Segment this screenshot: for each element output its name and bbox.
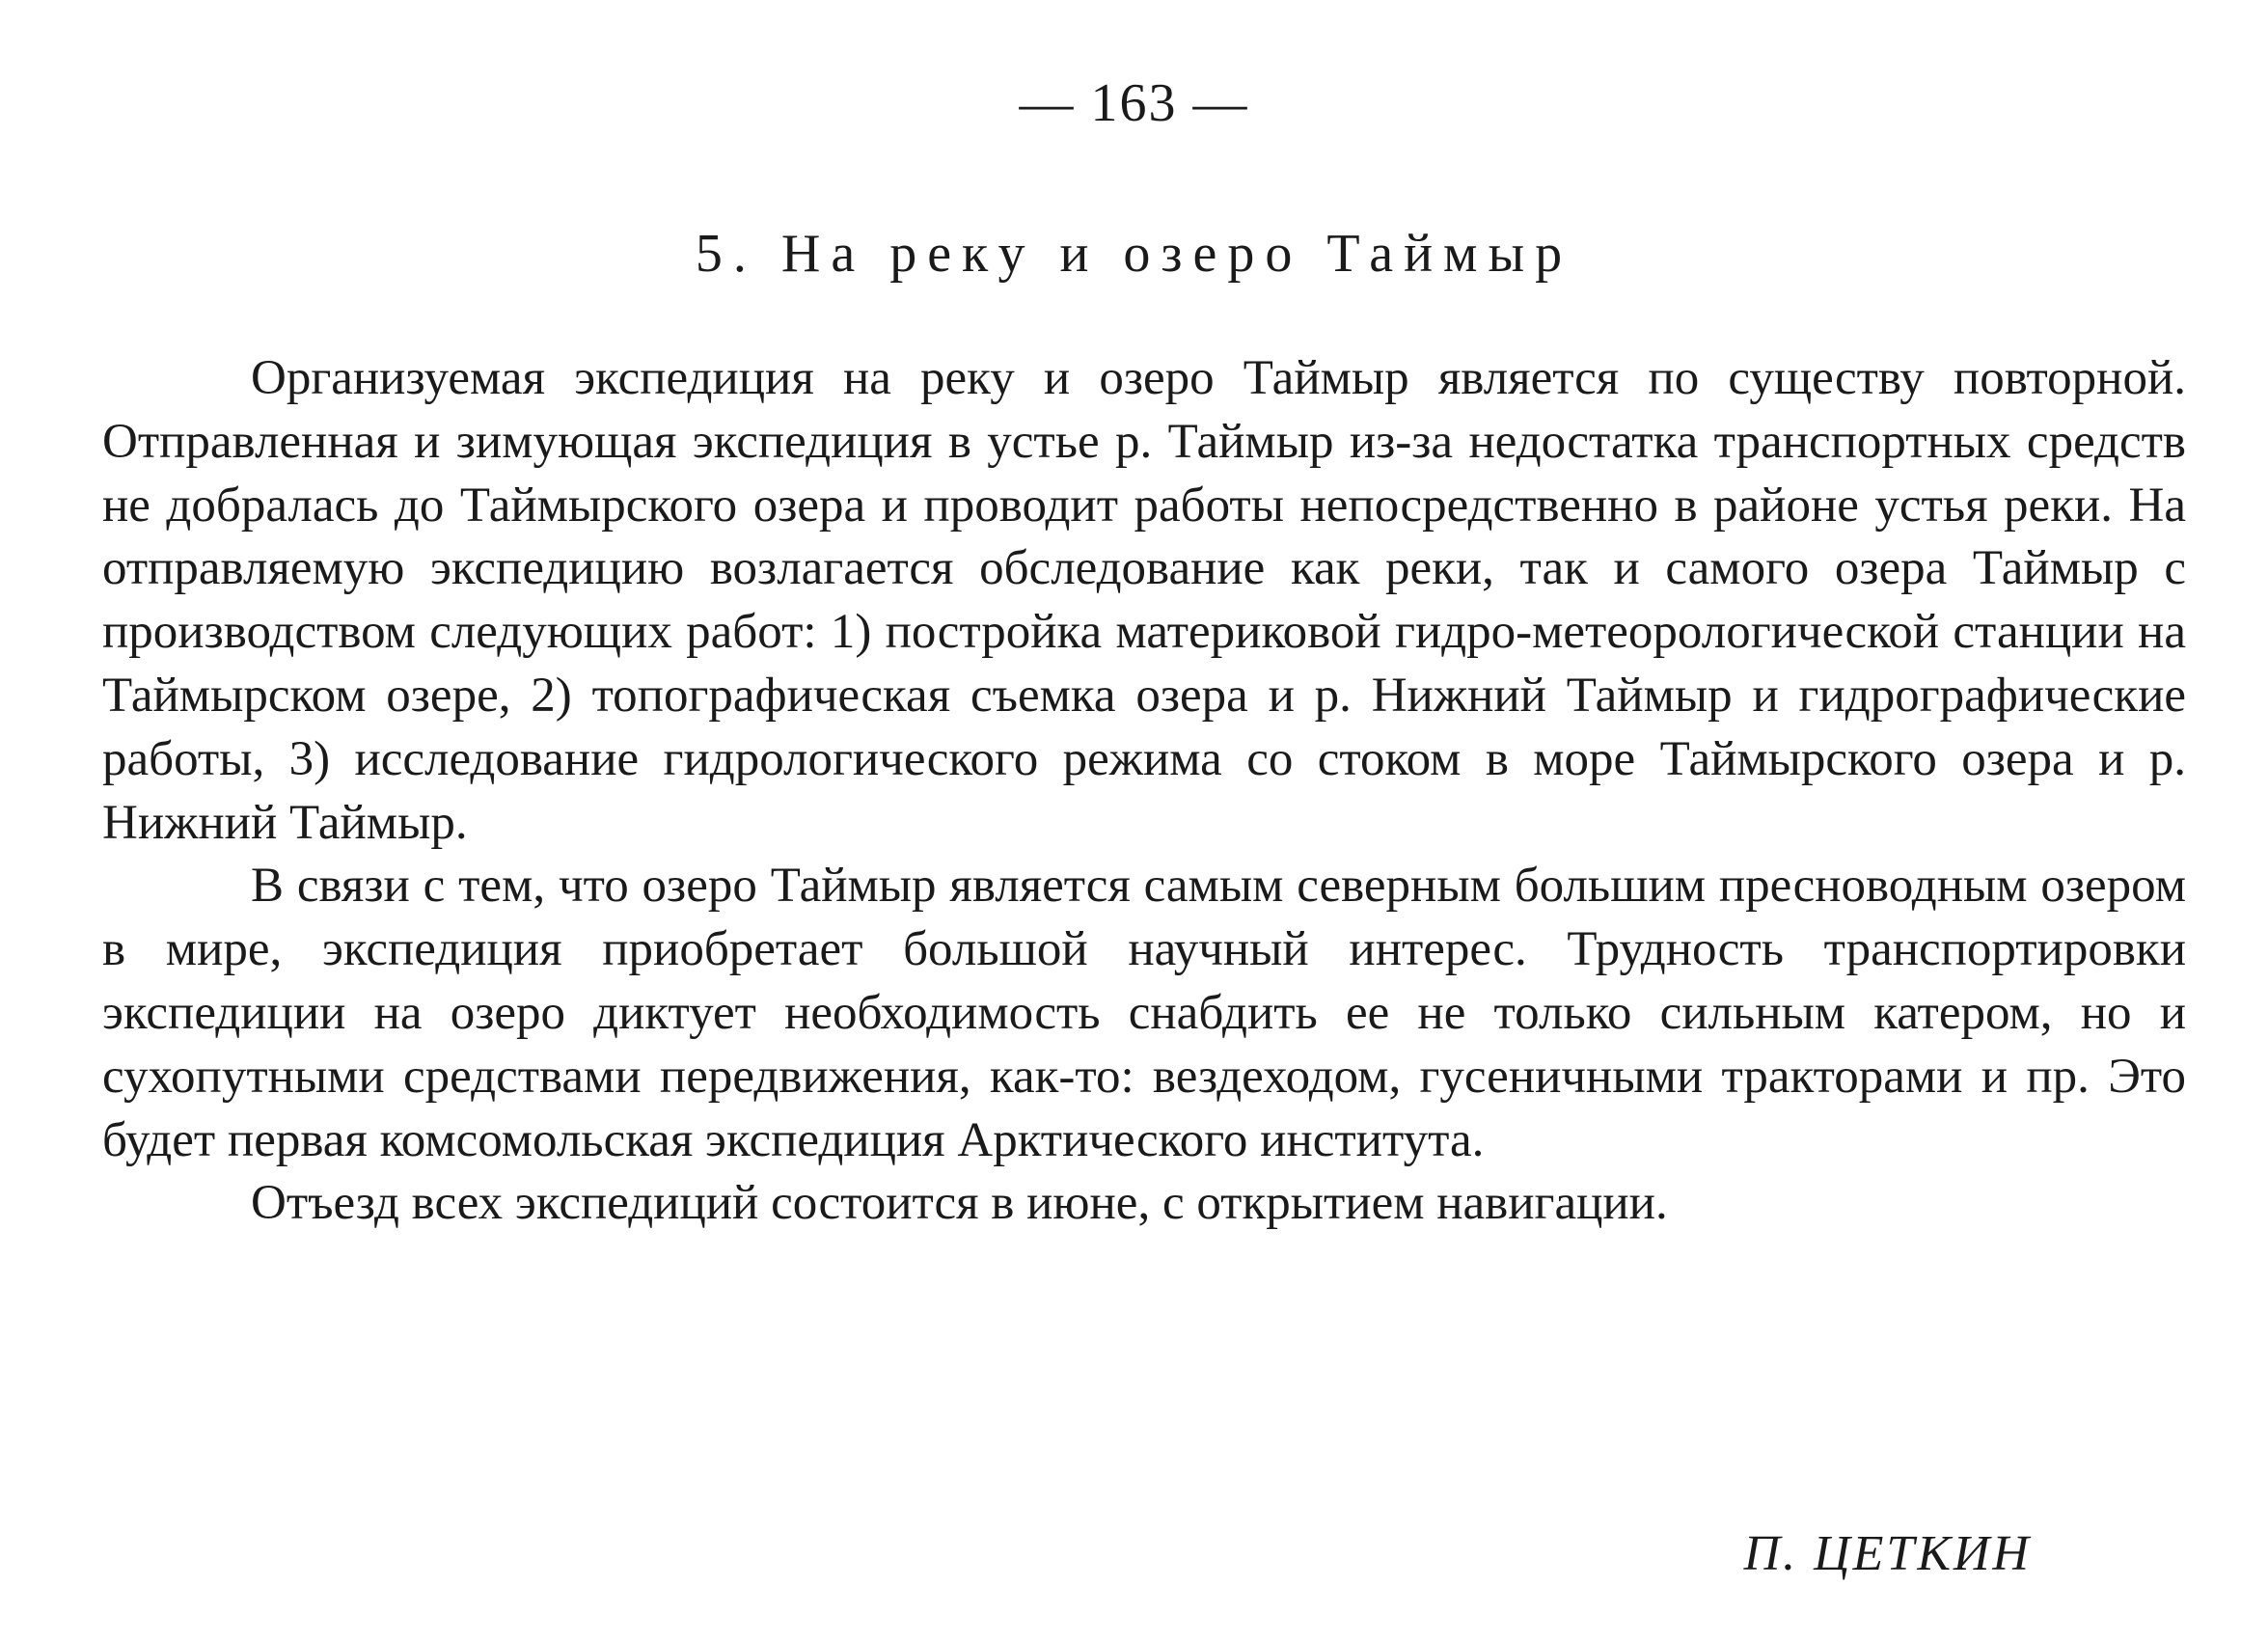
- paragraph-1: Организуемая экспедиция на реку и озеро Таймыр является по существу повторной. Отправленная и зимующая экспедиция в устье р. Таймыр из-за недостатка транспортных средств не добралась до Таймырского озера и проводит работы непосредственно в районе устья реки. На отправляемую экспедицию возлагается обследование как реки, так и самого озера Таймыр с производством следующих работ: 1) постройка материковой гидро-метеорологической станции на Таймырском озере, 2) топографическая съемка озера и р. Нижний Таймыр и гидрографические работы, 3) исследование гидрологического режима со стоком в море Таймырского озера и р. Нижний Таймыр.: [102, 351, 2186, 850]
- paragraph-2: В связи с тем, что озеро Таймыр является самым северным большим пресноводным озером в мире, экспедиция приобретает большой научный интерес. Трудность транспортировки экспедиции на озеро диктует необходимость снабдить ее не только сильным катером, но и сухопутными средствами передвижения, как-то: вездеходом, гусеничными тракторами и пр. Это будет первая комсомольская экспедиция Арктического института.: [102, 859, 2186, 1167]
- paragraph-3: Отъезд всех экспедиций состоится в июне, с открытием навигации.: [251, 1176, 1668, 1231]
- section-title: 5. На реку и озеро Таймыр: [695, 224, 1573, 284]
- author-signature: П. ЦЕТКИН: [1743, 1526, 2032, 1581]
- body-text: [102, 347, 2186, 1236]
- page-number: — 163 —: [1019, 73, 1249, 133]
